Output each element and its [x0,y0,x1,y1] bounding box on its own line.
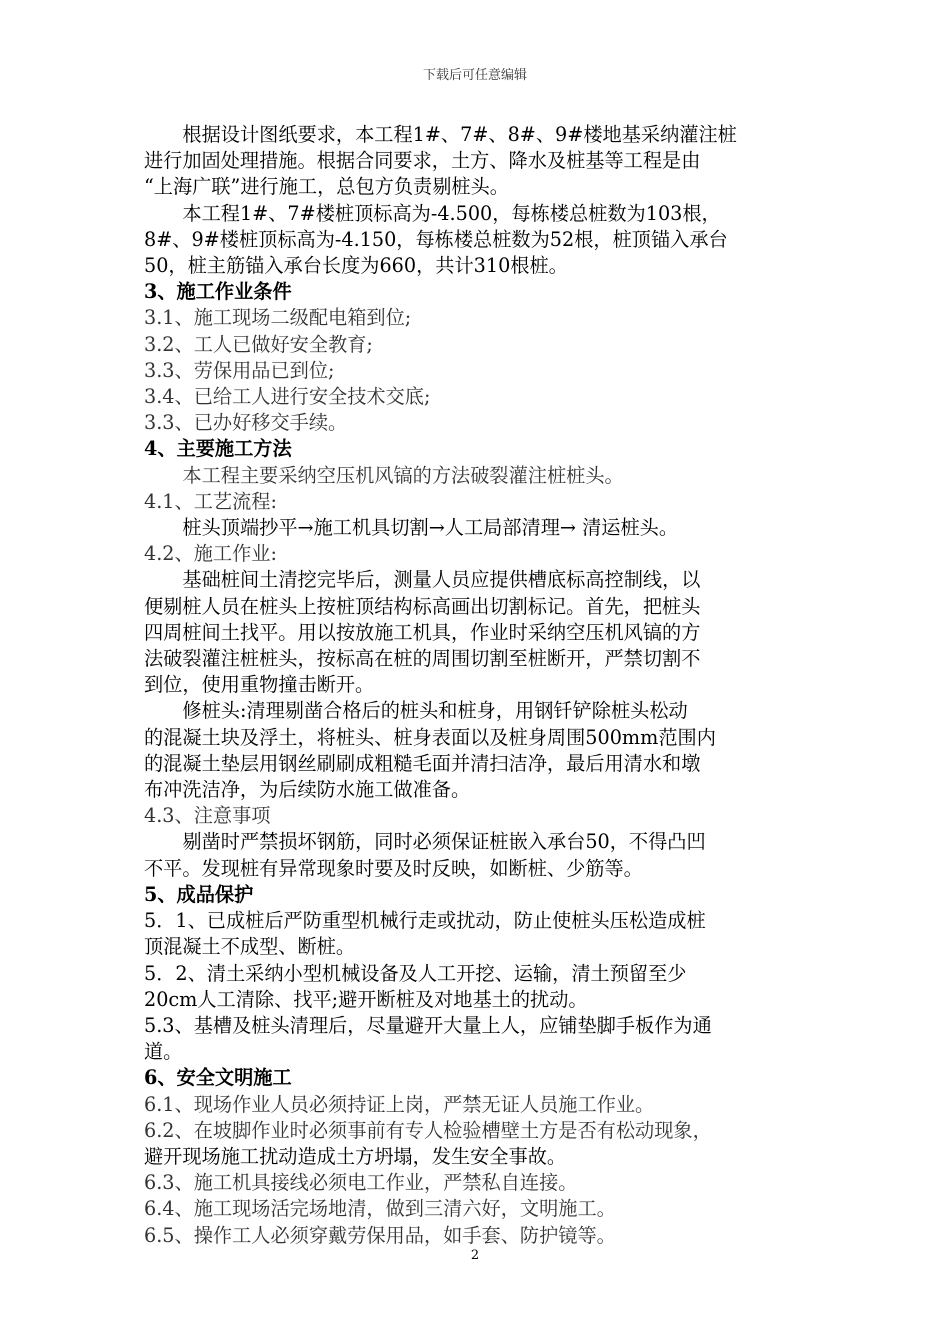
paragraph-line: 根据设计图纸要求，本工程1#、7#、8#、9#楼地基采纳灌注桩 [182,123,737,146]
list-item: 6.2、在坡脚作业时必须事前有专人检验槽壁土方是否有松动现象， [144,1118,712,1142]
list-item: 5．1、已成桩后严防重型机械行走或扰动，防止使桩头压松造成桩 [144,909,706,933]
list-item: 3.2、工人已做好安全教育; [144,332,373,356]
paragraph-line: 布冲洗洁净，为后续防水施工做准备。 [144,778,471,802]
list-item: 3.4、已给工人进行安全技术交底; [144,385,431,409]
list-item: 6.3、施工机具接线必须电工作业，严禁私自连接。 [144,1171,578,1195]
paragraph-line: 进行加固处理措施。根据合同要求，土方、降水及桩基等工程是由 [144,149,701,173]
subsection-heading: 4.3、注意事项 [144,804,271,828]
list-item: 6.5、操作工人必须穿戴劳保用品，如手套、防护镜等。 [144,1223,616,1247]
process-flow: 桩头顶端抄平→施工机具切割→人工局部清理→ 清运桩头。 [182,516,679,540]
list-item: 避开现场施工扰动造成土方坍塌，发生安全事故。 [144,1144,567,1168]
list-item: 6.1、现场作业人员必须持证上岗，严禁无证人员施工作业。 [144,1092,655,1116]
paragraph-line: 50，桩主筋锚入承台长度为660，共计310根桩。 [144,254,568,278]
paragraph-line: 的混凝土块及浮土，将桩头、桩身表面以及桩身周围500mm范围内 [144,725,716,749]
paragraph-line: 到位，使用重物撞击断开。 [144,673,375,697]
section-heading: 4、主要施工方法 [144,437,292,461]
paragraph-line: 的混凝土垫层用钢丝刷刷成粗糙毛面并清扫洁净，最后用清水和墩 [144,751,701,775]
section-heading: 6、安全文明施工 [144,1066,292,1090]
subsection-heading: 4.2、施工作业: [144,542,277,566]
paragraph-line: 四周桩间土找平。用以按放施工机具，作业时采纳空压机风镐的方 [144,620,701,644]
list-item: 3.3、已办好移交手续。 [144,411,348,435]
list-item: 5．2、清土采纳小型机械设备及人工开挖、运输，清土预留至少 [144,961,687,985]
paragraph-line: 本工程主要采纳空压机风镐的方法破裂灌注桩桩头。 [182,463,624,487]
paragraph-line: 修桩头:清理剔凿合格后的桩头和桩身，用钢钎铲除桩头松动 [182,699,688,723]
list-item: 3.1、施工现场二级配电箱到位; [144,306,412,330]
paragraph-line: 法破裂灌注桩桩头，按标高在桩的周围切割至桩断开，严禁切割不 [144,647,701,671]
paragraph-line: 剔凿时严禁损坏钢筋，同时必须保证桩嵌入承台50，不得凸凹 [182,830,706,854]
document-body [144,122,804,1249]
list-item: 20cm人工清除、找平;避开断桩及对地基土的扰动。 [144,987,588,1011]
paragraph-line: 本工程1#、7#楼桩顶标高为-4.500，每栋楼总桩数为103根， [182,201,721,225]
paragraph-line: 8#、9#楼桩顶标高为-4.150，每栋楼总桩数为52根，桩顶锚入承台 [144,227,728,251]
section-heading: 3、施工作业条件 [144,280,292,304]
list-item: 6.4、施工现场活完场地清，做到三清六好，文明施工。 [144,1197,616,1221]
list-item: 5.3、基槽及桩头清理后，尽量避开大量上人，应铺垫脚手板作为通 [144,1013,712,1037]
list-item: 顶混凝土不成型、断桩。 [144,935,356,959]
paragraph-line: “上海广联”进行施工，总包方负责剔桩头。 [144,175,509,199]
paragraph-line: 便剔桩人员在桩头上按桩顶结构标高画出切割标记。首先，把桩头 [144,594,701,618]
subsection-heading: 4.1、工艺流程: [144,489,277,513]
paragraph-line: 不平。发现桩有异常现象时要及时反映，如断桩、少筋等。 [144,856,643,880]
list-item: 3.3、劳保用品已到位; [144,358,335,382]
list-item: 道。 [144,1040,183,1064]
paragraph-line: 基础桩间土清挖完毕后，测量人员应提供槽底标高控制线，以 [182,568,701,592]
section-heading: 5、成品保护 [144,882,254,906]
page-header: 下载后可任意编辑 [422,68,527,83]
page-number: 2 [470,1248,480,1263]
